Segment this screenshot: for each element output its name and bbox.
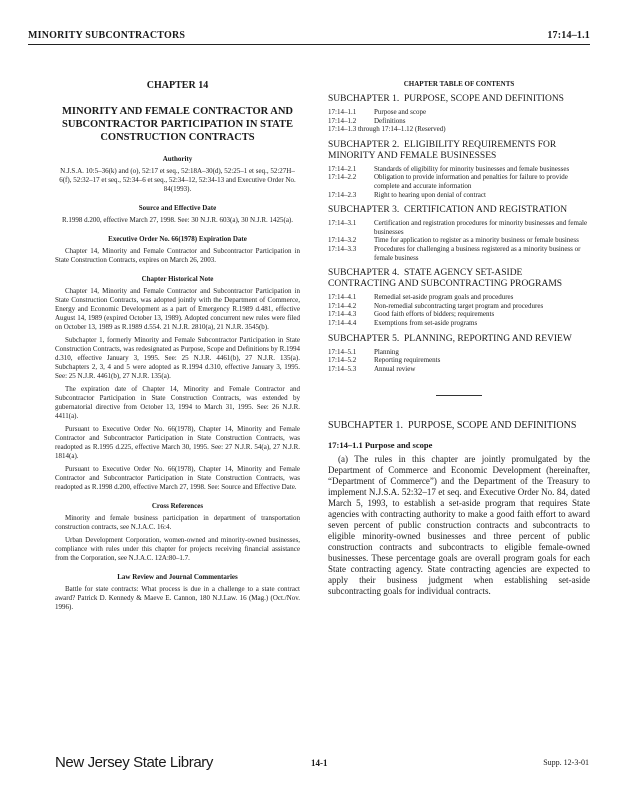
toc-entry-number: 17:14–3.3 <box>328 244 357 253</box>
toc-entry-text: Certification and registration procedures for minority businesses and female businesses <box>374 219 588 236</box>
toc-subchapter-label: SUBCHAPTER 1. <box>328 94 400 104</box>
toc-subchapter-heading <box>328 94 590 105</box>
toc-entry[interactable] <box>328 365 590 374</box>
toc-entry[interactable] <box>328 191 590 200</box>
toc-subchapter-title: STATE AGENCY SET-ASIDE CONTRACTING AND SUBCONTRACTING PROGRAMS <box>328 268 563 290</box>
toc-entry-number: 17:14–2.2 <box>328 173 357 182</box>
chapter-number: CHAPTER 14 <box>146 80 209 91</box>
toc-entry-text: Definitions <box>374 116 406 125</box>
toc-subchapter <box>328 94 590 134</box>
supplement-date: Supp. 12-3-01 <box>543 758 589 767</box>
toc-entry-text: Purpose and scope <box>374 108 427 116</box>
toc-entry-number: 17:14–5.3 <box>328 364 357 373</box>
toc-entry[interactable] <box>328 302 590 311</box>
toc-entry-number: 17:14–2.1 <box>328 164 357 173</box>
toc-subchapter-heading <box>328 205 590 216</box>
toc-entry[interactable] <box>328 165 590 174</box>
toc-entry-number: 17:14–1.1 <box>328 108 357 116</box>
toc-subchapter <box>328 205 590 262</box>
toc-subchapter-heading <box>328 334 590 345</box>
left-column <box>55 80 300 616</box>
toc-entry-text: Right to hearing upon denial of contract <box>374 190 486 199</box>
toc-entry-text: Good faith efforts of bidders; requirements <box>374 310 495 319</box>
cross-references-heading: Cross References <box>151 502 204 510</box>
toc-entry-number: 17:14–5.1 <box>328 347 357 356</box>
historical-note-paragraph: Pursuant to Executive Order No. 66(1978), Chapter 14, Minority and Female Contractor and Subcontractor Participation in State Construction Contracts, was readopted as R.1995 d.225, effective March 30, 1995. See: 27 N.J.R. 54(a), 27 N.J.R. 1814(a). <box>55 425 300 460</box>
law-review-heading: Law Review and Journal Commentaries <box>117 573 238 581</box>
toc-subchapter-title: ELIGIBILITY REQUIREMENTS FOR MINORITY AND FEMALE BUSINESSES <box>328 139 557 161</box>
toc-entry-text: 17:14–1.3 through 17:14–1.12 (Reserved) <box>328 125 446 134</box>
cross-reference-paragraph: Minority and female business participation in department of transportation construction contracts, see N.J.A.C. 16:4. <box>55 514 300 531</box>
toc-entry-number: 17:14–4.2 <box>328 301 357 310</box>
toc-subchapter-label: SUBCHAPTER 3. <box>328 205 400 216</box>
toc-entry-number: 17:14–4.1 <box>328 293 357 302</box>
authority-heading: Authority <box>162 155 193 163</box>
toc-subchapter-title: CERTIFICATION AND REGISTRATION <box>404 205 568 216</box>
toc-entry-text: Time for application to register as a minority business or female business <box>374 236 579 245</box>
toc-entry[interactable] <box>328 348 590 357</box>
historical-note-paragraph: The expiration date of Chapter 14, Minority and Female Contractor and Subcontractor Participation in State Construction Contracts, was extended by gubernatorial directive from October 13, 1994 to March 31, 1995. See: 26 N.J.R. 4411(a). <box>55 385 300 420</box>
toc-entry-text: Planning <box>374 347 399 356</box>
historical-note-paragraph: Pursuant to Executive Order No. 66(1978), Chapter 14, Minority and Female Contractor and Subcontractor Participation in State Construction Contracts, was readopted as R.1998 d.200, effective March 27, 1998. See: Source and Effective Date. <box>55 465 300 491</box>
historical-note-paragraph: Subchapter 1, formerly Minority and Female Subcontractor Participation in State Construction Contracts, was redesignated as Purpose, Scope and Definitions by R.1994 d.310, effective January 3, 1995. See: 25 N.J.R. 4461(b), 27 N.J.R. 135(a). Subchapters 2, 3, 4 and 5 were adopted as R.1994 d.310, effective January 3, 1995. See: 25 N.J.R. 4461(b), 27 N.J.R. 135(a). <box>55 336 300 380</box>
toc-entry-number: 17:14–3.2 <box>328 236 357 245</box>
running-header <box>28 30 590 45</box>
subchapter-title: PURPOSE, SCOPE AND DEFINITIONS <box>408 420 577 432</box>
toc-entry-text: Standards of eligibility for minority businesses and female businesses <box>374 164 570 173</box>
page-number: 14-1 <box>311 758 328 768</box>
toc-entry-text: Annual review <box>374 364 416 373</box>
source-text: R.1998 d.200, effective March 27, 1998. See: 30 N.J.R. 603(a), 30 N.J.R. 1425(a). <box>61 216 294 224</box>
authority-text: N.J.S.A. 10:5–36(k) and (o), 52:17 et seq., 52:18A–30(d), 52:25–1 et seq., 52:27H–6(f), 52:32–17 et seq., 52:34–6 et seq., 52:34–12, 52:34-13 and Executive Order No. 84(1993). <box>59 167 296 193</box>
right-column <box>328 80 590 597</box>
toc-entry[interactable] <box>328 117 590 126</box>
historical-note-heading: Chapter Historical Note <box>141 275 214 283</box>
toc-entry[interactable] <box>328 219 590 236</box>
toc-entry[interactable] <box>328 125 590 134</box>
law-review-text: Battle for state contracts: What process is due in a challenge to a state contract award? Patrick D. Kennedy & Maeve E. Cannon, 180 N.J.Law. 16 (Mag.) (Oct./Nov. 1996). <box>55 585 300 611</box>
section-paragraph: (a) The rules in this chapter are jointly promulgated by the Department of Commerce and Economic Development (hereinafter, “Department of Commerce”) and the Department of the Treasury to implement N.J.S.A. 52:32–17 et seq. and Executive Order No. 84, dated March 5, 1993, to establish a set-aside program that requires State agencies with contracting authority to make a good faith effort to award seven percent of public construction contracts and subcontracts to eligible minority-owned businesses and three percent of public construction contracts and subcontracts to eligible female-owned businesses. These percentage goals are overall program goals for each State contracting agency. State contracting agencies are expected to apply their business judgment when establishing set-aside subcontracting goals for individual contracts. <box>328 454 590 597</box>
toc-entry-number: 17:14–3.1 <box>328 219 357 228</box>
cross-reference-paragraph: Urban Development Corporation, women-owned and minority-owned businesses, compliance with rules under this chapter for projects receiving financial assistance from the Corporation, see N.J.A.C. 12A:80–1.7. <box>55 536 300 562</box>
toc-subchapter-heading <box>328 268 590 290</box>
toc-entry[interactable] <box>328 236 590 245</box>
toc-entry-number: 17:14–1.2 <box>328 116 357 125</box>
toc-subchapter-title: PLANNING, REPORTING AND REVIEW <box>404 333 572 344</box>
toc-subchapter <box>328 268 590 327</box>
subchapter-heading <box>328 420 590 432</box>
toc-entry[interactable] <box>328 108 590 117</box>
library-watermark: New Jersey State Library <box>55 754 213 771</box>
chapter-title: MINORITY AND FEMALE CONTRACTOR AND SUBCONTRACTOR PARTICIPATION IN STATE CONSTRUCTION CONTRACTS <box>61 106 293 143</box>
section-divider <box>436 395 482 396</box>
toc-entry-number: 17:14–2.3 <box>328 190 357 199</box>
eo-heading: Executive Order No. 66(1978) Expiration Date <box>108 235 247 243</box>
toc-subchapter-label: SUBCHAPTER 4. <box>328 268 400 279</box>
toc-entry[interactable] <box>328 319 590 328</box>
historical-note-paragraph: Chapter 14, Minority and Female Contractor and Subcontractor Participation in State Construction Contracts, was adopted jointly with the Department of Commerce, Energy and Economic Development as a part of Emergency R.1989 d.481, effective August 14, 1989 (expired October 13, 1989). Adopted concurrent new rules were filed on October 13, 1989 as R.1989 d.554. 21 N.J.R. 2810(a), 21 N.J.R. 3545(b). <box>55 287 300 331</box>
toc-entry[interactable] <box>328 173 590 190</box>
toc-entry-text: Exemptions from set-aside programs <box>374 318 478 327</box>
toc-entry[interactable] <box>328 245 590 262</box>
toc-entry[interactable] <box>328 356 590 365</box>
toc-entry-text: Non-remedial subcontracting target program and procedures <box>374 301 544 310</box>
toc-subchapter-title: PURPOSE, SCOPE AND DEFINITIONS <box>404 94 564 104</box>
toc-subchapter <box>328 334 590 374</box>
toc-title: CHAPTER TABLE OF CONTENTS <box>403 80 515 88</box>
toc-entry-text: Reporting requirements <box>374 356 441 365</box>
toc-entry-number: 17:14–4.3 <box>328 310 357 319</box>
header-title: MINORITY SUBCONTRACTORS <box>28 30 186 41</box>
toc-entry[interactable] <box>328 310 590 319</box>
toc-subchapter-heading <box>328 140 590 162</box>
toc-subchapter <box>328 140 590 199</box>
subchapter-label: SUBCHAPTER 1. <box>328 420 404 432</box>
toc-entry-text: Procedures for challenging a business registered as a minority business or female business <box>374 244 581 262</box>
toc-entry-text: Obligation to provide information and penalties for failure to provide complete and accurate information <box>374 173 568 190</box>
eo-text: Chapter 14, Minority and Female Contractor and Subcontractor Participation in State Construction Contracts, expires on March 26, 2003. <box>55 247 300 264</box>
source-heading: Source and Effective Date <box>138 204 217 212</box>
toc-entry[interactable] <box>328 293 590 302</box>
toc-entry-number: 17:14–4.4 <box>328 318 357 327</box>
toc-entry-number: 17:14–5.2 <box>328 356 357 365</box>
header-section-number: 17:14–1.1 <box>547 30 590 41</box>
toc-subchapter-label: SUBCHAPTER 5. <box>328 333 400 344</box>
section-title: 17:14–1.1 Purpose and scope <box>328 440 433 451</box>
toc-entry-text: Remedial set-aside program goals and procedures <box>374 293 514 302</box>
toc-subchapter-label: SUBCHAPTER 2. <box>328 139 400 150</box>
